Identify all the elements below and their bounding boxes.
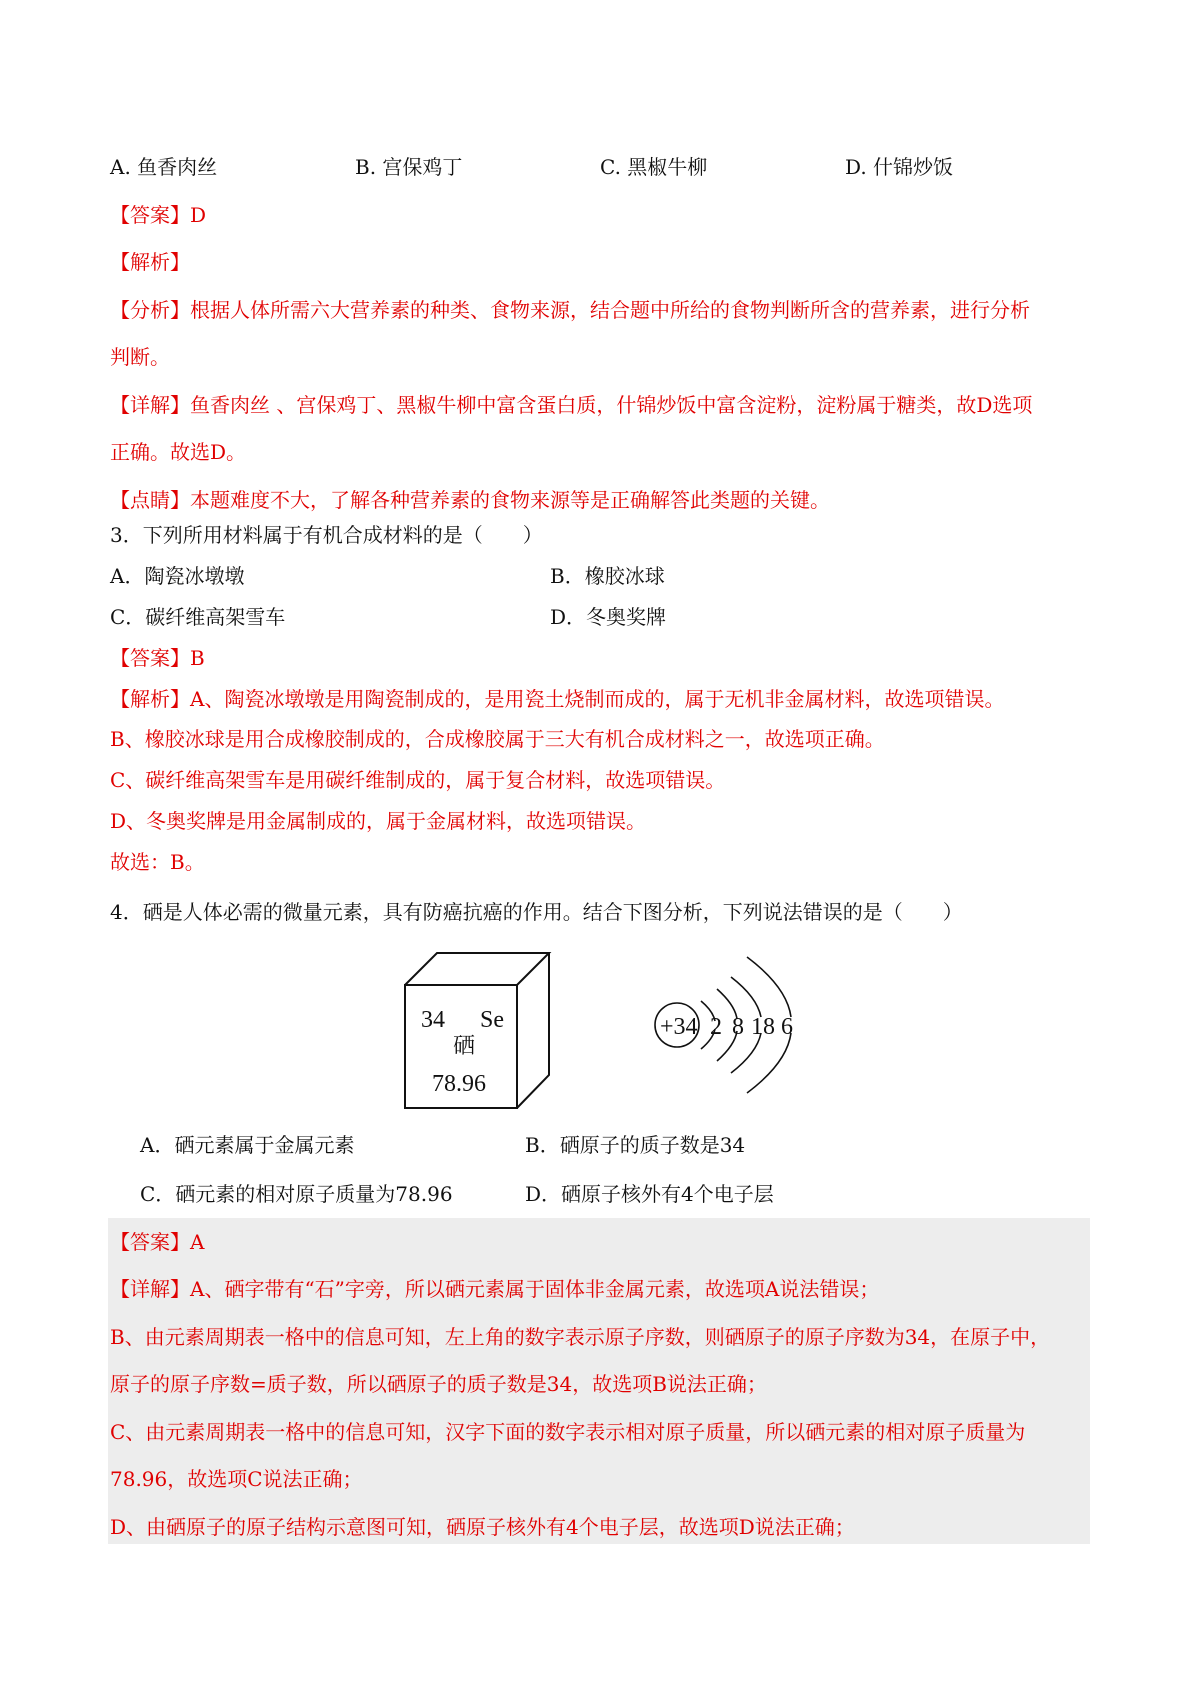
q2-option-a: A. 鱼香肉丝 bbox=[110, 155, 218, 179]
dianjing-text: 本题难度不大，了解各种营养素的食物来源等是正确解答此类题的关键。 bbox=[190, 488, 830, 512]
atomic-number: 34 bbox=[421, 1007, 445, 1033]
fenxi-tag: 【分析】 bbox=[110, 298, 190, 322]
q3-analysis-line4: D、冬奥奖牌是用金属制成的，属于金属材料，故选项错误。 bbox=[110, 809, 647, 833]
q2-option-d: D. 什锦炒饭 bbox=[845, 155, 954, 179]
q3-option-b: B．橡胶冰球 bbox=[550, 564, 665, 588]
q3-analysis-line2: B、橡胶冰球是用合成橡胶制成的，合成橡胶属于三大有机合成材料之一，故选项正确。 bbox=[110, 727, 885, 751]
q3-option-a: A．陶瓷冰墩墩 bbox=[110, 564, 245, 588]
dianjing-tag: 【点睛】 bbox=[110, 488, 190, 512]
q4-line1 bbox=[110, 1279, 879, 1299]
q4-line5: 78.96，故选项C说法正确； bbox=[110, 1467, 363, 1491]
selenium-figure bbox=[395, 945, 815, 1120]
answer-value: A bbox=[190, 1230, 205, 1254]
shell-4-electrons: 6 bbox=[781, 1014, 793, 1040]
q4-line6: D、由硒原子的原子结构示意图可知，硒原子核外有4个电子层，故选项D说法正确； bbox=[110, 1515, 855, 1539]
q2-fenxi-line1 bbox=[110, 300, 1030, 320]
xiangjie-text: A、硒字带有“石”字旁，所以硒元素属于固体非金属元素，故选项A说法错误； bbox=[190, 1277, 880, 1301]
q4-option-a: A．硒元素属于金属元素 bbox=[140, 1133, 355, 1157]
q2-xiangjie-line2: 正确。故选D。 bbox=[110, 440, 247, 464]
q2-option-c: C. 黑椒牛柳 bbox=[600, 155, 708, 179]
q4-line2: B、由元素周期表一格中的信息可知，左上角的数字表示原子序数，则硒原子的原子序数为34，在原子中， bbox=[110, 1325, 1051, 1349]
atomic-mass: 78.96 bbox=[432, 1071, 486, 1097]
element-symbol: Se bbox=[480, 1007, 504, 1033]
q2-dianjing bbox=[110, 490, 830, 510]
q4-line4: C、由元素周期表一格中的信息可知，汉字下面的数字表示相对原子质量，所以硒元素的相对原子质量为 bbox=[110, 1420, 1026, 1444]
fenxi-text: 根据人体所需六大营养素的种类、食物来源，结合题中所给的食物判断所含的营养素，进行分析 bbox=[190, 298, 1030, 322]
q4-line3: 原子的原子序数=质子数，所以硒原子的质子数是34，故选项B说法正确； bbox=[110, 1372, 767, 1396]
answer-value: D bbox=[190, 203, 207, 227]
shell-3-electrons: 18 bbox=[751, 1014, 775, 1040]
q3-analysis-line5: 故选：B。 bbox=[110, 850, 205, 874]
q3-option-c: C．碳纤维高架雪车 bbox=[110, 605, 286, 629]
q4-stem: 4．硒是人体必需的微量元素，具有防癌抗癌的作用。结合下图分析，下列说法错误的是（ ） bbox=[110, 900, 963, 924]
q2-answer bbox=[110, 205, 206, 225]
answer-value: B bbox=[190, 646, 205, 670]
q4-option-b: B．硒原子的质子数是34 bbox=[525, 1133, 746, 1157]
xiangjie-tag: 【详解】 bbox=[110, 1277, 190, 1301]
q2-xiangjie-line1 bbox=[110, 395, 1032, 415]
q4-answer bbox=[110, 1232, 204, 1252]
q2-analysis-tag: 【解析】 bbox=[110, 250, 190, 274]
q3-answer bbox=[110, 648, 205, 668]
analysis-tag: 【解析】 bbox=[110, 687, 190, 711]
q3-option-d: D．冬奥奖牌 bbox=[550, 605, 667, 629]
xiangjie-text: 鱼香肉丝 、宫保鸡丁、黑椒牛柳中富含蛋白质，什锦炒饭中富含淀粉，淀粉属于糖类，故D选项 bbox=[190, 393, 1033, 417]
q4-option-d: D．硒原子核外有4个电子层 bbox=[525, 1182, 774, 1206]
analysis-text: A、陶瓷冰墩墩是用陶瓷制成的，是用瓷土烧制而成的，属于无机非金属材料，故选项错误。 bbox=[190, 687, 1005, 711]
nucleus-charge: +34 bbox=[660, 1014, 698, 1040]
shell-1-electrons: 2 bbox=[710, 1014, 722, 1040]
q2-option-b: B. 宫保鸡丁 bbox=[355, 155, 463, 179]
shell-2-electrons: 8 bbox=[732, 1014, 744, 1040]
q3-analysis-line3: C、碳纤维高架雪车是用碳纤维制成的，属于复合材料，故选项错误。 bbox=[110, 768, 726, 792]
q4-option-c: C．硒元素的相对原子质量为78.96 bbox=[140, 1182, 453, 1206]
answer-tag: 【答案】 bbox=[110, 1230, 190, 1254]
element-name: 硒 bbox=[453, 1034, 476, 1059]
q3-analysis-line1 bbox=[110, 689, 1004, 709]
q2-fenxi-line2: 判断。 bbox=[110, 345, 170, 369]
xiangjie-tag: 【详解】 bbox=[110, 393, 190, 417]
q3-stem: 3．下列所用材料属于有机合成材料的是（ ） bbox=[110, 523, 543, 547]
answer-tag: 【答案】 bbox=[110, 646, 190, 670]
answer-tag: 【答案】 bbox=[110, 203, 190, 227]
